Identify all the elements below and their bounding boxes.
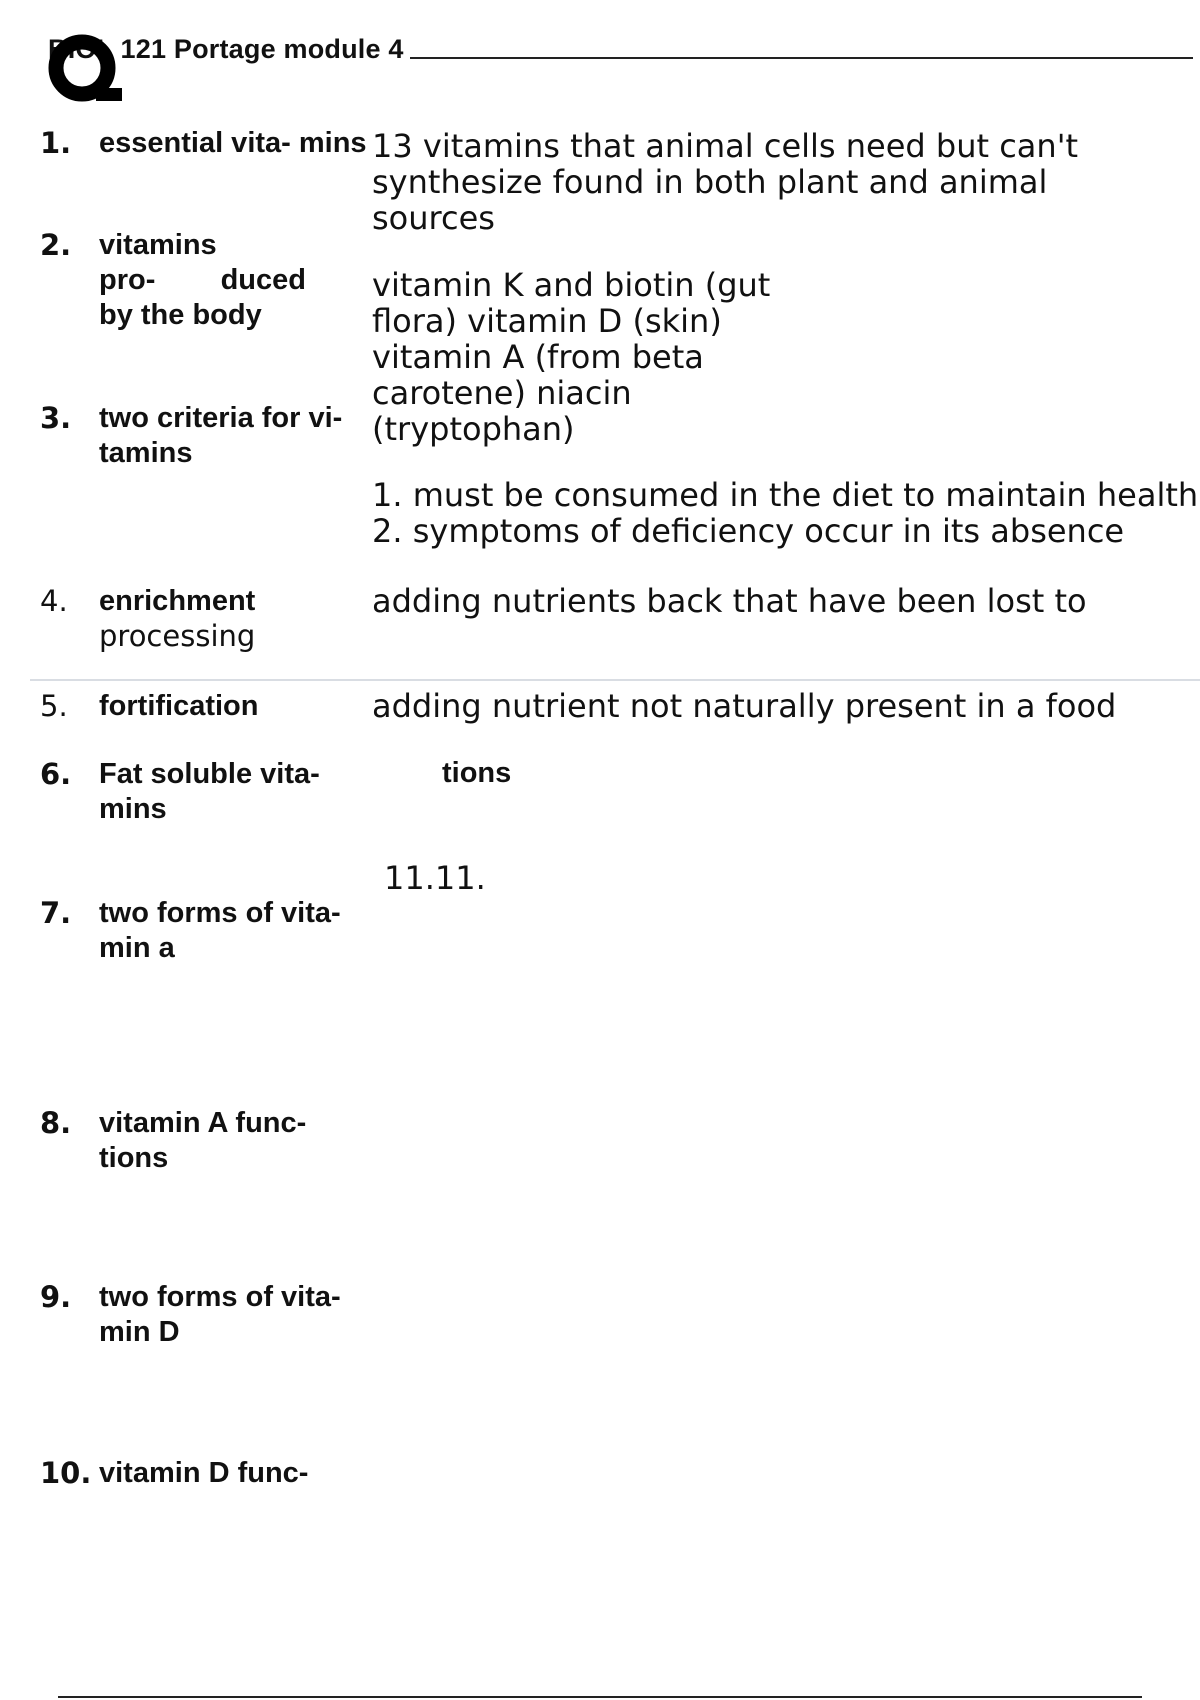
term-label: two forms of vita- min a [99,897,341,964]
term-4 [40,584,369,654]
term-label: vitamins pro- duced by the body [99,229,306,331]
term-5 [40,689,369,724]
definition-6: tions [442,757,512,789]
term-number: 5. [40,689,68,723]
term-number: 6. [40,757,72,791]
section-divider [30,679,1200,681]
term-9 [40,1280,369,1350]
term-number: 8. [40,1106,72,1140]
term-label: vitamin D func- [99,1457,309,1489]
term-number: 3. [40,401,72,435]
term-number: 7. [40,896,72,930]
term-number: 4. [40,584,68,618]
definition-7: 11.11. [384,859,486,897]
term-6 [40,757,369,827]
term-number: 1. [40,126,72,160]
term-10 [40,1456,369,1491]
term-number: 2. [40,228,72,262]
term-label: two criteria for vi- tamins [99,402,343,469]
page-header [48,30,1193,74]
definition-5: adding nutrient not naturally present in a food [372,687,1117,725]
term-8 [40,1106,369,1176]
term-label: fortification [99,690,259,722]
q-logo-icon [46,30,128,112]
term-number: 10. [40,1456,92,1490]
page-title: BIOL 121 Portage module 4 [48,34,410,65]
term-number: 9. [40,1280,72,1314]
term-2 [40,228,369,333]
term-label: Fat soluble vita- mins [99,758,320,825]
definition-2: vitamin K and biotin (gut flora) vitamin D (skin) vitamin A (from beta carotene) niacin (tryptophan) [372,266,771,448]
footer-rule [58,1696,1142,1698]
term-3 [40,401,369,471]
term-label: essential vita- mins [99,127,367,159]
definition-1: 13 vitamins that animal cells need but can't synthesize found in both plant and animal sources [372,127,1079,237]
definition-3: 1. must be consumed in the diet to maintain health 2. symptoms of deficiency occur in its absence [372,476,1199,550]
term-label: two forms of vita- min D [99,1281,341,1348]
term-label: enrichment processing [99,585,256,653]
term-7 [40,896,369,966]
term-label: vitamin A func- tions [99,1107,307,1174]
term-1 [40,126,369,161]
definition-4: adding nutrients back that have been lost to [372,582,1087,620]
